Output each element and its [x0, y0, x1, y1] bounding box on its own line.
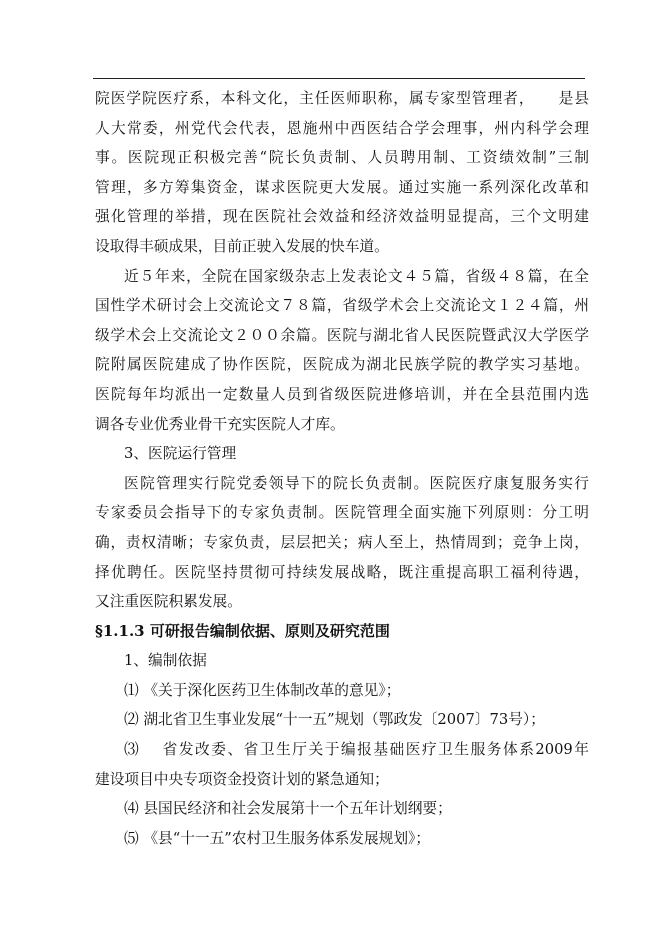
- list-item: [95, 794, 589, 824]
- paragraph-management-principles: [95, 469, 589, 617]
- section-heading-text: §1.1.3 可研报告编制依据、原则及研究范围: [95, 621, 390, 640]
- text-line: 1、编制依据: [124, 652, 207, 670]
- list-item: [95, 705, 589, 735]
- text-line: 事。医院现正积极完善“院长负责制、人员聘用制、工资绩效制”三制: [95, 149, 589, 167]
- text-line: ⑸ 《县“十一五”农村卫生服务体系发展规划》；: [124, 829, 431, 847]
- subheading-operation-management: [95, 439, 589, 469]
- text-line: 院医学院医疗系，本科文化，主任医师职称，属专家型管理者， 是县: [95, 90, 589, 107]
- list-item: [95, 824, 589, 854]
- header-rule: [93, 78, 585, 79]
- text-line: 医院每年均派出一定数量人员到省级医院进修培训，并在全县范围内选: [95, 385, 589, 403]
- text-line: 国性学术研讨会上交流论文７８篇，省级学术会上交流论文１２４篇，州: [95, 297, 589, 315]
- subheading-basis: [95, 646, 589, 676]
- text-line: 院附属医院建成了协作医院，医院成为湖北民族学院的教学实习基地。: [95, 356, 589, 374]
- text-line: 专家委员会指导下的专家负责制。医院管理全面实施下列原则：分工明: [95, 504, 589, 522]
- list-item: [95, 676, 589, 706]
- text-line: 确，责权清晰；专家负责，层层把关；病人至上，热情周到；竞争上岗，: [95, 533, 589, 551]
- text-line: ⑵ 湖北省卫生事业发展“十一五”规划（鄂政发〔2007〕73号）；: [124, 711, 545, 729]
- text-line: 人大常委，州党代会代表，恩施州中西医结合学会理事，州内科学会理: [95, 119, 589, 137]
- document-body: [95, 84, 589, 853]
- section-heading: [95, 617, 589, 647]
- text-line: 医院管理实行院党委领导下的院长负责制。医院医疗康复服务实行: [124, 474, 589, 492]
- text-line: 级学术会上交流论文２００余篇。医院与湖北省人民医院暨武汉大学医学: [95, 326, 589, 344]
- text-line: 择优聘任。医院坚持贯彻可持续发展战略，既注重提高职工福利待遇，: [95, 563, 589, 581]
- paragraph-academic-achievements: [95, 262, 589, 440]
- text-line: 近５年来，全院在国家级杂志上发表论文４５篇，省级４８篇，在全: [124, 267, 589, 285]
- text-line: ⑴ 《关于深化医药卫生体制改革的意见》；: [124, 681, 401, 699]
- text-line: ⑷ 县国民经济和社会发展第十一个五年计划纲要；: [124, 800, 452, 818]
- text-line: 调各专业优秀业骨干充实医院人才库。: [95, 415, 345, 433]
- text-line: 又注重医院积累发展。: [95, 593, 242, 611]
- text-line: ⑶ 省发改委、省卫生厅关于编报基础医疗卫生服务体系2009年: [124, 741, 589, 759]
- text-line: 建设项目中央专项资金投资计划的紧急通知；: [95, 770, 389, 788]
- text-line: 强化管理的举措，现在医院社会效益和经济效益明显提高，三个文明建: [95, 208, 589, 226]
- list-item: [95, 735, 589, 794]
- text-line: 管理，多方筹集资金，谋求医院更大发展。通过实施一系列深化改革和: [95, 178, 589, 196]
- text-line: 3、医院运行管理: [124, 445, 237, 463]
- text-line: 设取得丰硕成果，目前正驶入发展的快车道。: [95, 237, 389, 255]
- paragraph-hospital-director: [95, 84, 589, 262]
